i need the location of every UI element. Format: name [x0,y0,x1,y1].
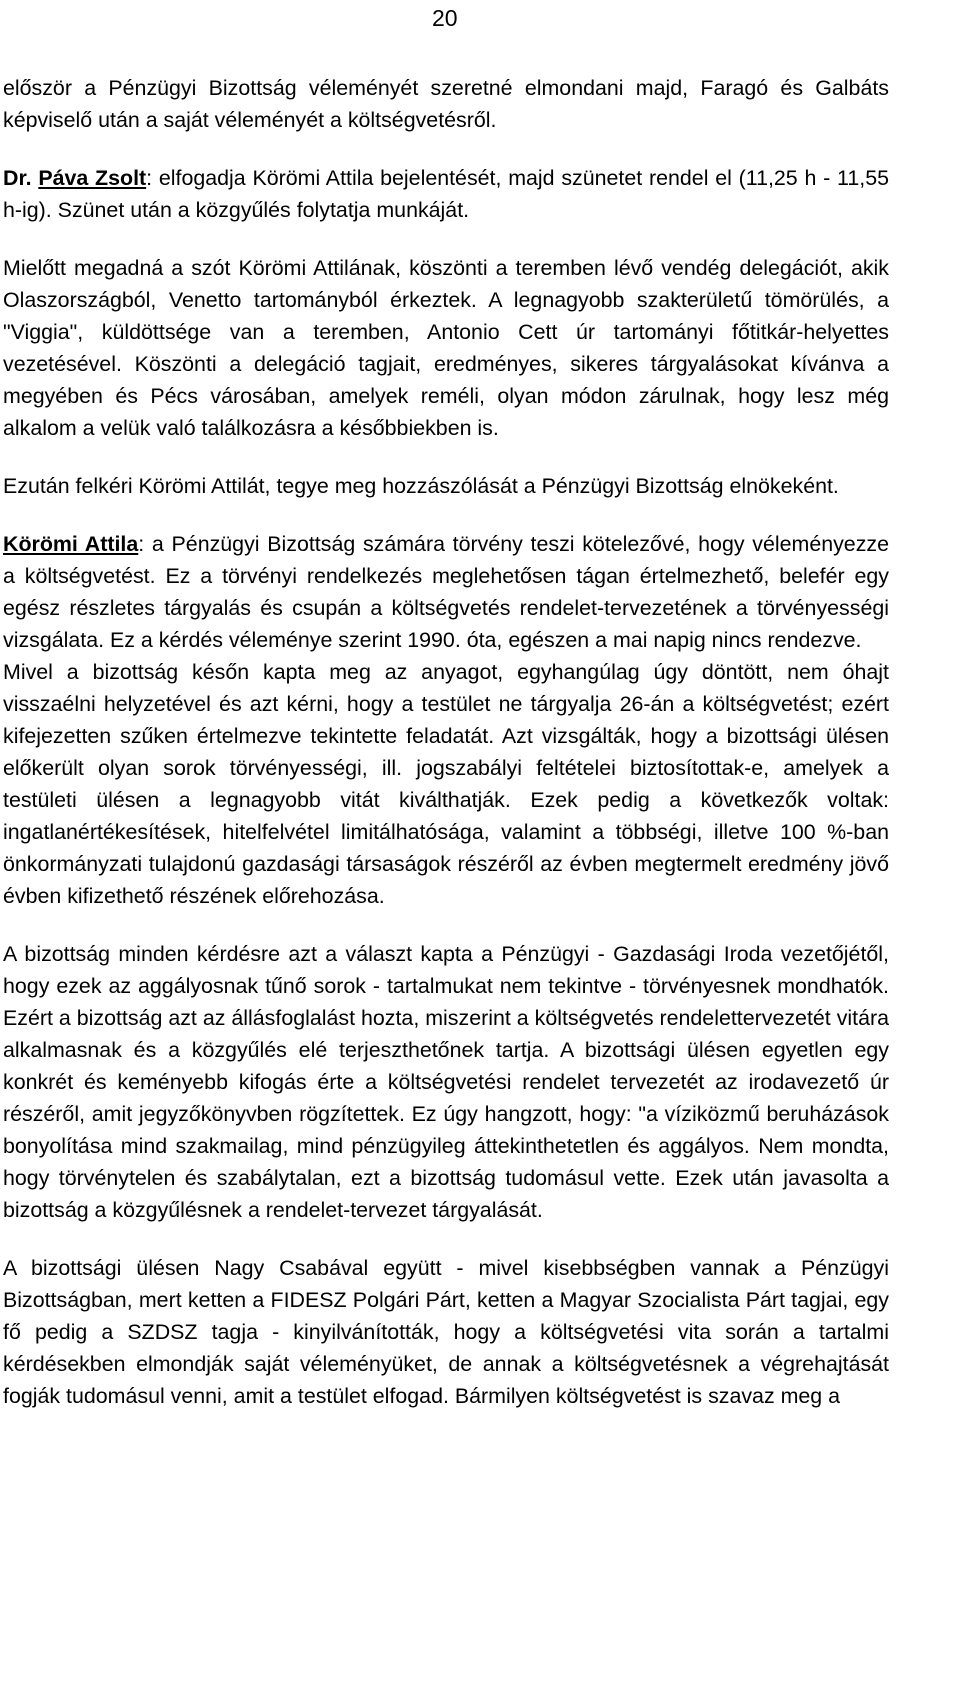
paragraph-speaker-pava-text: : elfogadja Körömi Attila bejelentését, majd szünetet rendel el (11,25 h - 11,55 h-ig). Szünet után a közgyűlés folytatja munkáját. [3,166,889,222]
paragraph-minority [3,1252,889,1412]
paragraph-request [3,470,889,502]
document-body [3,72,889,1438]
page-number-text: 20 [432,5,458,31]
paragraph-intro [3,72,889,136]
paragraph-committee-review [3,656,889,912]
paragraph-committee-review-text: Mivel a bizottság későn kapta meg az anyagot, egyhangúlag úgy döntött, nem óhajt visszaélni helyzetével és azt kérni, hogy a testület ne tárgyalja 26-án a költségvetést; ezért kifejezetten szűken értelmezve tekintette feladatát. Azt vizsgálták, hogy a bizottsági ülésen előkerült olyan sorok törvényességi, ill. jogszabályi feltételei biztosítottak-e, amelyek a testületi ülésen a legnagyobb vitát kiválthatják. Ezek pedig a következők voltak: ingatlanértékesítések, hitelfelvétel limitálhatósága, valamint a többségi, illetve 100 %-ban önkormányzati tulajdonú gazdasági társaságok részéről az évben megtermelt eredmény jövő évben kifizethető részének előrehozása. [3,660,889,908]
paragraph-committee-answer [3,938,889,1226]
paragraph-speaker-koromi-text: : a Pénzügyi Bizottság számára törvény teszi kötelezővé, hogy véleményezze a költségvetést. Ez a törvényi rendelkezés meglehetősen tágan értelmezhető, belefér egy egész részletes tárgyalás és csupán a költségvetés rendelet-tervezetének a törvényességi vizsgálata. Ez a kérdés véleménye szerint 1990. óta, egészen a mai napig nincs rendezve. [3,532,889,652]
speaker-title: Dr. [3,166,39,190]
speaker-name-koromi: Körömi Attila [3,532,139,556]
paragraph-speaker-pava [3,162,889,226]
paragraph-committee-answer-text: A bizottság minden kérdésre azt a választ kapta a Pénzügyi - Gazdasági Iroda vezetőjétől, hogy ezek az aggályosnak tűnő sorok - tartalmukat nem tekintve - törvényesnek mondhatók. Ezért a bizottság azt az állásfoglalást hozta, miszerint a költségvetés rendelettervezetét vitára alkalmasnak és a közgyűlés elé terjeszthetőnek tartja. A bizottsági ülésen egyetlen egy konkrét és keményebb kifogás érte a költségvetési rendelet tervezetét az irodavezető úr részéről, amit jegyzőkönyvben rögzítettek. Ez úgy hangzott, hogy: "a víziközmű beruházások bonyolítása mind szakmailag, mind pénzügyileg áttekinthetetlen és aggályos. Nem mondta, hogy törvénytelen és szabálytalan, ezt a bizottság tudomásul vette. Ezek után javasolta a bizottság a közgyűlésnek a rendelet-tervezet tárgyalását. [3,942,889,1222]
paragraph-speaker-koromi [3,528,889,656]
speaker-name-pava: Páva Zsolt [38,166,147,190]
paragraph-delegation [3,252,889,444]
paragraph-request-text: Ezután felkéri Körömi Attilát, tegye meg hozzászólását a Pénzügyi Bizottság elnökeként. [3,474,839,498]
paragraph-minority-text: A bizottsági ülésen Nagy Csabával együtt - mivel kisebbségben vannak a Pénzügyi Bizottságban, mert ketten a FIDESZ Polgári Párt, ketten a Magyar Szocialista Párt tagjai, egy fő pedig a SZDSZ tagja - kinyilvánították, hogy a költségvetési vita során a tartalmi kérdésekben elmondják saját véleményüket, de annak a költségvetésnek a végrehajtását fogják tudomásul venni, amit a testület elfogad. Bármilyen költségvetést is szavaz meg a [3,1256,889,1408]
paragraph-delegation-text: Mielőtt megadná a szót Körömi Attilának, köszönti a teremben lévő vendég delegációt, akik Olaszországból, Venetto tartományból érkeztek. A legnagyobb szakterületű tömörülés, a "Viggia", küldöttsége van a teremben, Antonio Cett úr tartományi főtitkár-helyettes vezetésével. Köszönti a delegáció tagjait, eredményes, sikeres tárgyalásokat kívánva a megyében és Pécs városában, amelyek reméli, olyan módon zárulnak, hogy lesz még alkalom a velük való találkozásra a későbbiekben is. [3,256,889,440]
paragraph-intro-text: először a Pénzügyi Bizottság véleményét szeretné elmondani majd, Faragó és Galbáts képviselő után a saját véleményét a költségvetésről. [3,76,889,132]
